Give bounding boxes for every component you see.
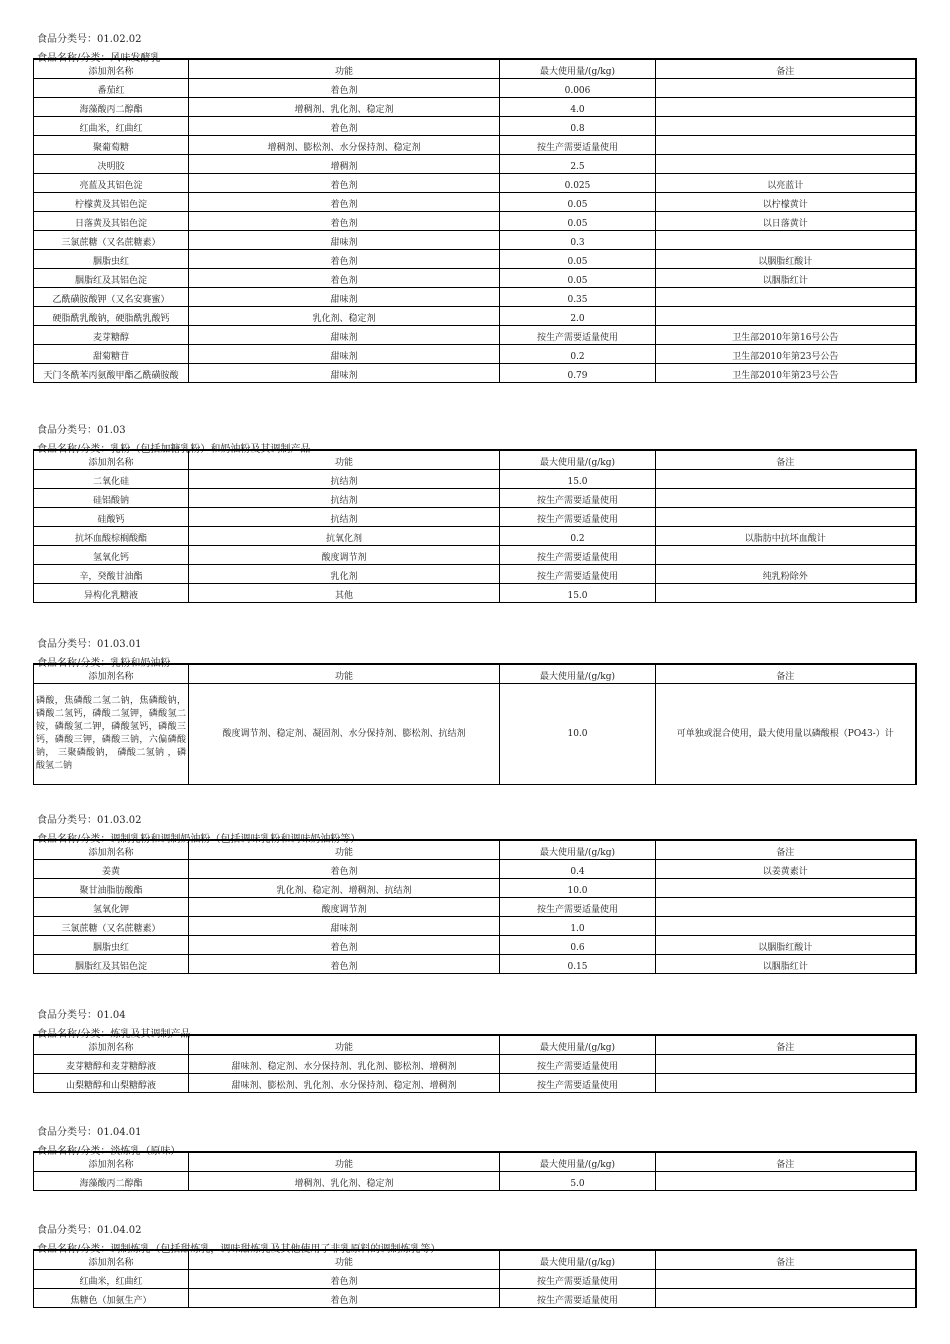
category-name: 食品名称/分类：炼乳及其调制产品: [37, 1029, 191, 1040]
additive-function: 甜味剂: [189, 288, 500, 307]
max-usage: 0.15: [500, 955, 656, 974]
max-usage: 0.05: [500, 193, 656, 212]
additive-name: 甜菊糖苷: [34, 345, 189, 364]
table-row: [34, 174, 916, 193]
table-row: [34, 79, 916, 98]
additive-name: 磷酸，焦磷酸二氢二钠，焦磷酸钠，磷酸二氢钙，磷酸二氢钾，磷酸氢二铵，磷酸氢二钾，磷酸氢钙，磷酸三钙，磷酸三钾，磷酸三钠，六偏磷酸钠， 三聚磷酸钠， 磷酸二氢钠 ，磷酸氢二钠: [34, 684, 189, 785]
header-function: 功能: [189, 450, 500, 470]
usage-note: [656, 1055, 916, 1074]
max-usage: 10.0: [500, 879, 656, 898]
header-max-usage: 最大使用量/(g/kg): [500, 1035, 656, 1055]
additive-name: 日落黄及其铝色淀: [34, 212, 189, 231]
usage-note: [656, 1172, 916, 1191]
header-max-usage: 最大使用量/(g/kg): [500, 450, 656, 470]
additive-function: 着色剂: [189, 1289, 500, 1308]
additive-name: 抗坏血酸棕榈酸酯: [34, 527, 189, 546]
additive-function: 酸度调节剂、稳定剂、凝固剂、水分保持剂、膨松剂、抗结剂: [189, 684, 500, 785]
header-note: 备注: [656, 1152, 916, 1172]
additive-function: 着色剂: [189, 1270, 500, 1289]
usage-note: [656, 1270, 916, 1289]
additive-function: 抗氧化剂: [189, 527, 500, 546]
max-usage: 0.2: [500, 345, 656, 364]
additive-function: 甜味剂: [189, 364, 500, 383]
additive-name: 海藻酸丙二醇酯: [34, 1172, 189, 1191]
table-row: [34, 326, 916, 345]
header-function: 功能: [189, 59, 500, 79]
header-name: 添加剂名称: [34, 1035, 189, 1055]
additive-table: [33, 1151, 917, 1191]
table-row: [34, 1172, 916, 1191]
max-usage: 15.0: [500, 470, 656, 489]
additive-function: 其他: [189, 584, 500, 603]
max-usage: 4.0: [500, 98, 656, 117]
category-code: 食品分类号：01.03: [37, 425, 126, 436]
header-note: 备注: [656, 450, 916, 470]
additive-name: 决明胶: [34, 155, 189, 174]
max-usage: 0.006: [500, 79, 656, 98]
table-row: [34, 1270, 916, 1289]
additive-name: 焦糖色（加氨生产）: [34, 1289, 189, 1308]
additive-function: 着色剂: [189, 193, 500, 212]
additive-name: 番茄红: [34, 79, 189, 98]
header-note: 备注: [656, 1250, 916, 1270]
table-row: [34, 1074, 916, 1093]
table-row: [34, 546, 916, 565]
usage-note: [656, 117, 916, 136]
table-row: [34, 508, 916, 527]
additive-function: 着色剂: [189, 269, 500, 288]
additive-name: 乙酰磺胺酸钾（又名安赛蜜）: [34, 288, 189, 307]
header-function: 功能: [189, 840, 500, 860]
usage-note: 纯乳粉除外: [656, 565, 916, 584]
max-usage: 5.0: [500, 1172, 656, 1191]
usage-note: [656, 1289, 916, 1308]
max-usage: 按生产需要适量使用: [500, 565, 656, 584]
header-function: 功能: [189, 1250, 500, 1270]
additive-function: 着色剂: [189, 79, 500, 98]
category-code: 食品分类号：01.04.02: [37, 1225, 142, 1236]
max-usage: 按生产需要适量使用: [500, 489, 656, 508]
additive-table: [33, 449, 917, 603]
table-row: [34, 489, 916, 508]
table-row: [34, 98, 916, 117]
table-row: [34, 117, 916, 136]
header-name: 添加剂名称: [34, 59, 189, 79]
max-usage: 1.0: [500, 917, 656, 936]
max-usage: 0.4: [500, 860, 656, 879]
additive-table: [33, 663, 917, 785]
table-row: [34, 879, 916, 898]
additive-function: 着色剂: [189, 955, 500, 974]
header-max-usage: 最大使用量/(g/kg): [500, 59, 656, 79]
additive-table: [33, 58, 917, 383]
category-code: 食品分类号：01.02.02: [37, 34, 142, 45]
additive-function: 酸度调节剂: [189, 898, 500, 917]
header-function: 功能: [189, 1035, 500, 1055]
header-name: 添加剂名称: [34, 1152, 189, 1172]
additive-name: 硅酸钙: [34, 508, 189, 527]
category-code: 食品分类号：01.03.02: [37, 815, 142, 826]
max-usage: 按生产需要适量使用: [500, 1074, 656, 1093]
table-row: [34, 1289, 916, 1308]
table-row: [34, 136, 916, 155]
usage-note: [656, 288, 916, 307]
category-name: 食品名称/分类：淡炼乳（原味）: [37, 1146, 181, 1157]
additive-function: 乳化剂: [189, 565, 500, 584]
header-max-usage: 最大使用量/(g/kg): [500, 664, 656, 684]
additive-name: 三氯蔗糖（又名蔗糖素）: [34, 917, 189, 936]
table-row: [34, 307, 916, 326]
table-header-row: [34, 1152, 916, 1172]
usage-note: 卫生部2010年第23号公告: [656, 364, 916, 383]
additive-function: 乳化剂、稳定剂、增稠剂、抗结剂: [189, 879, 500, 898]
usage-note: [656, 917, 916, 936]
additive-function: 增稠剂: [189, 155, 500, 174]
usage-note: 以亮蓝计: [656, 174, 916, 193]
usage-note: 以胭脂红酸计: [656, 250, 916, 269]
header-note: 备注: [656, 840, 916, 860]
max-usage: 按生产需要适量使用: [500, 1270, 656, 1289]
table-header-row: [34, 840, 916, 860]
additive-function: 着色剂: [189, 860, 500, 879]
usage-note: [656, 584, 916, 603]
usage-note: [656, 155, 916, 174]
additive-name: 天门冬酰苯丙氨酸甲酯乙酰磺胺酸: [34, 364, 189, 383]
max-usage: 按生产需要适量使用: [500, 1289, 656, 1308]
max-usage: 0.3: [500, 231, 656, 250]
additive-name: 胭脂红及其铝色淀: [34, 955, 189, 974]
usage-note: [656, 470, 916, 489]
usage-note: 以胭脂红计: [656, 955, 916, 974]
header-note: 备注: [656, 664, 916, 684]
table-header-row: [34, 1250, 916, 1270]
category-name: 食品名称/分类：乳粉和奶油粉: [37, 658, 171, 669]
additive-function: 着色剂: [189, 174, 500, 193]
usage-note: 卫生部2010年第23号公告: [656, 345, 916, 364]
max-usage: 0.8: [500, 117, 656, 136]
max-usage: 0.6: [500, 936, 656, 955]
additive-function: 酸度调节剂: [189, 546, 500, 565]
usage-note: [656, 79, 916, 98]
additive-name: 硬脂酰乳酸钠，硬脂酰乳酸钙: [34, 307, 189, 326]
table-header-row: [34, 664, 916, 684]
max-usage: 0.05: [500, 269, 656, 288]
additive-function: 甜味剂、膨松剂、乳化剂、水分保持剂、稳定剂、增稠剂: [189, 1074, 500, 1093]
usage-note: [656, 1074, 916, 1093]
table-row: [34, 470, 916, 489]
additive-function: 抗结剂: [189, 489, 500, 508]
additive-name: 硅铝酸钠: [34, 489, 189, 508]
table-row: [34, 936, 916, 955]
category-code: 食品分类号：01.04.01: [37, 1127, 142, 1138]
additive-function: 增稠剂、乳化剂、稳定剂: [189, 98, 500, 117]
additive-function: 着色剂: [189, 212, 500, 231]
additive-name: 麦芽糖醇和麦芽糖醇液: [34, 1055, 189, 1074]
additive-name: 姜黄: [34, 860, 189, 879]
header-name: 添加剂名称: [34, 450, 189, 470]
additive-name: 聚甘油脂肪酸酯: [34, 879, 189, 898]
additive-name: 胭脂虫红: [34, 936, 189, 955]
max-usage: 按生产需要适量使用: [500, 898, 656, 917]
max-usage: 0.2: [500, 527, 656, 546]
header-function: 功能: [189, 664, 500, 684]
table-row: [34, 898, 916, 917]
additive-name: 红曲米，红曲红: [34, 1270, 189, 1289]
usage-note: 以胭脂红酸计: [656, 936, 916, 955]
additive-name: 胭脂红及其铝色淀: [34, 269, 189, 288]
header-name: 添加剂名称: [34, 664, 189, 684]
additive-table: [33, 839, 917, 974]
header-name: 添加剂名称: [34, 1250, 189, 1270]
table-row: [34, 364, 916, 383]
additive-name: 红曲米，红曲红: [34, 117, 189, 136]
additive-name: 氢氧化钾: [34, 898, 189, 917]
max-usage: 0.05: [500, 212, 656, 231]
header-name: 添加剂名称: [34, 840, 189, 860]
max-usage: 2.5: [500, 155, 656, 174]
additive-name: 麦芽糖醇: [34, 326, 189, 345]
additive-name: 胭脂虫红: [34, 250, 189, 269]
category-code: 食品分类号：01.03.01: [37, 639, 142, 650]
additive-function: 甜味剂: [189, 326, 500, 345]
table-header-row: [34, 1035, 916, 1055]
additive-function: 抗结剂: [189, 508, 500, 527]
additive-name: 聚葡萄糖: [34, 136, 189, 155]
max-usage: 按生产需要适量使用: [500, 326, 656, 345]
usage-note: [656, 489, 916, 508]
usage-note: [656, 898, 916, 917]
usage-note: 可单独或混合使用，最大使用量以磷酸根（PO43-）计: [656, 684, 916, 785]
table-header-row: [34, 59, 916, 79]
table-row: [34, 955, 916, 974]
usage-note: 以姜黄素计: [656, 860, 916, 879]
max-usage: 按生产需要适量使用: [500, 508, 656, 527]
additive-name: 山梨糖醇和山梨糖醇液: [34, 1074, 189, 1093]
additive-name: 异构化乳糖液: [34, 584, 189, 603]
max-usage: 10.0: [500, 684, 656, 785]
additive-table: [33, 1249, 917, 1308]
table-row: [34, 527, 916, 546]
max-usage: 0.79: [500, 364, 656, 383]
additive-function: 甜味剂: [189, 345, 500, 364]
additive-function: 着色剂: [189, 117, 500, 136]
additive-function: 甜味剂、稳定剂、水分保持剂、乳化剂、膨松剂、增稠剂: [189, 1055, 500, 1074]
additive-function: 甜味剂: [189, 917, 500, 936]
max-usage: 按生产需要适量使用: [500, 1055, 656, 1074]
category-code: 食品分类号：01.04: [37, 1010, 126, 1021]
category-name: 食品名称/分类：调制乳粉和调制奶油粉（包括调味乳粉和调味奶油粉等）: [37, 834, 361, 845]
usage-note: 以胭脂红计: [656, 269, 916, 288]
additive-function: 抗结剂: [189, 470, 500, 489]
additive-function: 增稠剂、乳化剂、稳定剂: [189, 1172, 500, 1191]
additive-function: 甜味剂: [189, 231, 500, 250]
table-row: [34, 288, 916, 307]
category-name: 食品名称/分类：调制炼乳（包括甜炼乳，调味甜炼乳及其他使用了非乳原料的调制炼乳等）: [37, 1244, 441, 1255]
max-usage: 2.0: [500, 307, 656, 326]
usage-note: [656, 136, 916, 155]
table-row: [34, 269, 916, 288]
additive-name: 三氯蔗糖（又名蔗糖素）: [34, 231, 189, 250]
header-max-usage: 最大使用量/(g/kg): [500, 1152, 656, 1172]
table-row: [34, 565, 916, 584]
usage-note: 以柠檬黄计: [656, 193, 916, 212]
additive-function: 着色剂: [189, 936, 500, 955]
table-header-row: [34, 450, 916, 470]
header-note: 备注: [656, 59, 916, 79]
header-max-usage: 最大使用量/(g/kg): [500, 1250, 656, 1270]
table-row: [34, 860, 916, 879]
category-name: 食品名称/分类：风味发酵乳: [37, 53, 161, 64]
additive-name: 二氧化硅: [34, 470, 189, 489]
table-row: [34, 1055, 916, 1074]
additive-name: 海藻酸丙二醇酯: [34, 98, 189, 117]
table-row: [34, 250, 916, 269]
additive-name: 柠檬黄及其铝色淀: [34, 193, 189, 212]
usage-note: [656, 879, 916, 898]
max-usage: 按生产需要适量使用: [500, 546, 656, 565]
table-row: [34, 345, 916, 364]
usage-note: 卫生部2010年第16号公告: [656, 326, 916, 345]
table-row: [34, 231, 916, 250]
max-usage: 0.05: [500, 250, 656, 269]
usage-note: [656, 231, 916, 250]
table-row: [34, 212, 916, 231]
usage-note: [656, 307, 916, 326]
header-function: 功能: [189, 1152, 500, 1172]
max-usage: 0.025: [500, 174, 656, 193]
category-name: 食品名称/分类：乳粉（包括加糖乳粉）和奶油粉及其调制产品: [37, 444, 311, 455]
table-row: [34, 155, 916, 174]
usage-note: [656, 546, 916, 565]
table-row: [34, 917, 916, 936]
usage-note: [656, 98, 916, 117]
header-max-usage: 最大使用量/(g/kg): [500, 840, 656, 860]
usage-note: [656, 508, 916, 527]
table-row: [34, 584, 916, 603]
usage-note: 以脂肪中抗坏血酸计: [656, 527, 916, 546]
additive-function: 着色剂: [189, 250, 500, 269]
usage-note: 以日落黄计: [656, 212, 916, 231]
table-row: [34, 193, 916, 212]
additive-function: 增稠剂、膨松剂、水分保持剂、稳定剂: [189, 136, 500, 155]
additive-table: [33, 1034, 917, 1093]
max-usage: 0.35: [500, 288, 656, 307]
additive-name: 氢氧化钙: [34, 546, 189, 565]
additive-function: 乳化剂、稳定剂: [189, 307, 500, 326]
header-note: 备注: [656, 1035, 916, 1055]
table-row: [34, 684, 916, 785]
additive-name: 辛，癸酸甘油酯: [34, 565, 189, 584]
max-usage: 按生产需要适量使用: [500, 136, 656, 155]
max-usage: 15.0: [500, 584, 656, 603]
additive-name: 亮蓝及其铝色淀: [34, 174, 189, 193]
